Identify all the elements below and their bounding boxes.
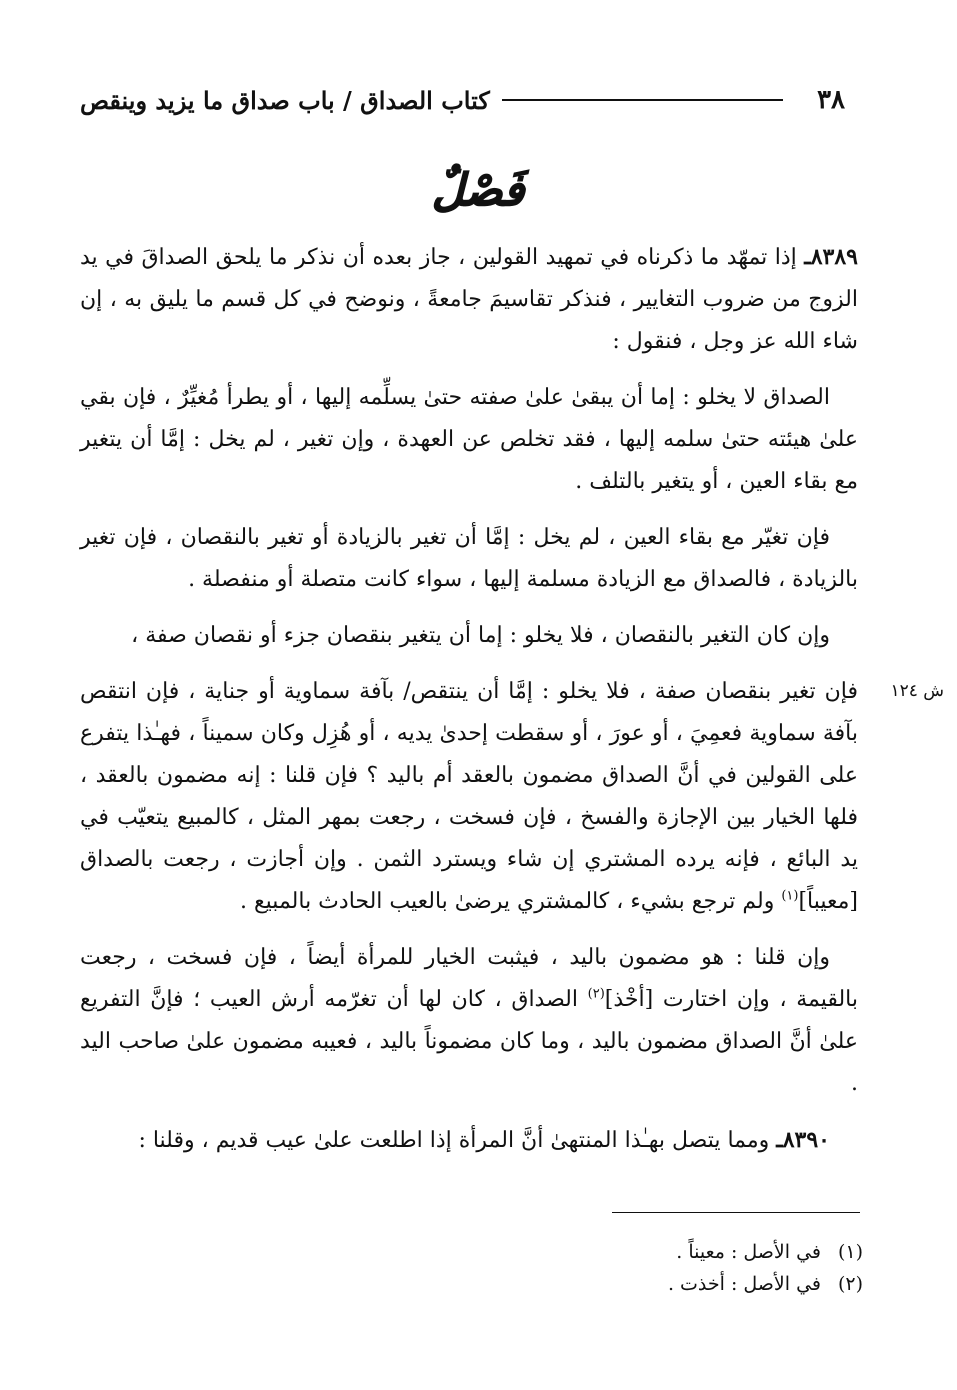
- paragraph-text: ومما يتصل بهـٰذا المنتهىٰ أنَّ المرأة إذا اطلعت علىٰ عيب قديم ، وقلنا :: [138, 1128, 777, 1153]
- footnotes: [480, 1236, 863, 1300]
- section-heading-ornament: [388, 150, 568, 230]
- footnote-rule: [612, 1212, 860, 1213]
- running-title: كتاب الصداق / باب صداق ما يزيد وينقص: [80, 85, 490, 115]
- paragraph-8389: [80, 236, 858, 363]
- paragraph-text: الصداق ، كان لها أن تغرّمه أرش العيب ؛ فإنَّ التفريع علىٰ أنَّ الصداق مضمون باليد ، وما كان مضموناً باليد ، فعيبه مضمون علىٰ صاحب اليد .: [80, 987, 858, 1096]
- paragraph-text: وإن كان التغير بالنقصان ، فلا يخلو : إما أن يتغير بنقصان جزء أو نقصان صفة ،: [131, 623, 830, 648]
- page-number: ٣٨: [817, 85, 845, 115]
- footnote: [480, 1268, 863, 1300]
- footnote-text: في الأصل : معيناً .: [676, 1241, 821, 1263]
- margin-note: ش ١٢٤: [890, 681, 944, 701]
- footnote-ref: (٢): [587, 986, 605, 1002]
- paragraph-text: فإن تغير بنقصان صفة ، فلا يخلو : إمَّا أن ينتقص/ بآفة سماوية أو جناية ، فإن انتقص بآفة سماوية فعمِيَ ، أو عورَ ، أو سقطت إحدىٰ يديه ، أو هُزِل وكان سميناً ، فهـٰذا يتفرع على القولين في أنَّ الصداق مضمون بالعقد أم باليد ؟ فإن قلنا : إنه مضمون بالعقد ، فلها الخيار بين الإجازة والفسخ ، فإن فسخت ، رجعت بمهر المثل ، كالمبيع يتعيّب في يد البائع ، فإنه يرده المشتري إن شاء ويسترد الثمن . وإن أجازت ، رجعت بالصداق [معيباً]: [80, 679, 858, 914]
- footnote-text: في الأصل : أخذت .: [667, 1273, 821, 1295]
- paragraph-text: الصداق لا يخلو : إما أن يبقىٰ علىٰ صفته حتىٰ يسلِّمه إليها ، أو يطرأ مُغيِّرٌ ، فإن بقي علىٰ هيئته حتىٰ سلمه إليها ، فقد تخلص عن العهدة ، وإن تغير ، لم يخل : إمَّا أن يتغير مع بقاء العين ، أو يتغير بالتلف .: [80, 385, 858, 494]
- paragraph: [80, 377, 858, 503]
- footnote-ref: (١): [781, 888, 799, 904]
- paragraph-text: فإن تغيّر مع بقاء العين ، لم يخل : إمَّا أن تغير بالزيادة أو تغير بالنقصان ، فإن تغير بالزيادة ، فالصداق مع الزيادة مسلمة إليها ، سواء كانت متصلة أو منفصلة .: [80, 525, 858, 592]
- paragraph: [80, 937, 858, 1105]
- paragraph: [80, 517, 858, 601]
- footnote: [480, 1236, 863, 1268]
- paragraph: [80, 671, 858, 923]
- paragraph-number: ٨٣٩٠ـ: [776, 1127, 830, 1153]
- paragraph-8390: [80, 1119, 858, 1162]
- paragraph-text: وإن قلنا : هو مضمون باليد ، فيثبت الخيار للمرأة أيضاً ، فإن فسخت ، رجعت بالقيمة ، وإن اختارت [أخْذ]: [80, 945, 859, 1012]
- paragraph: [80, 615, 858, 657]
- section-heading: فَصْلٌ: [431, 164, 525, 216]
- body-text: [80, 236, 858, 1176]
- page-header: [80, 78, 845, 122]
- paragraph-text: إذا تمهّد ما ذكرناه في تمهيد القولين ، جاز بعده أن نذكر ما يلحق الصداقَ في يد الزوج من ضروب التغايير ، فنذكر تقاسيمَ جامعةً ، ونوضح في كل قسم ما يليق به ، إن شاء الله عز وجل ، فنقول :: [80, 245, 858, 354]
- paragraph-number: ٨٣٨٩ـ: [804, 244, 858, 270]
- paragraph-text: ولم ترجع بشيء ، كالمشتري يرضىٰ بالعيب الحادث بالمبيع .: [239, 889, 782, 914]
- header-rule: [502, 99, 783, 101]
- footnote-number: (١): [837, 1241, 863, 1263]
- footnote-number: (٢): [837, 1273, 863, 1295]
